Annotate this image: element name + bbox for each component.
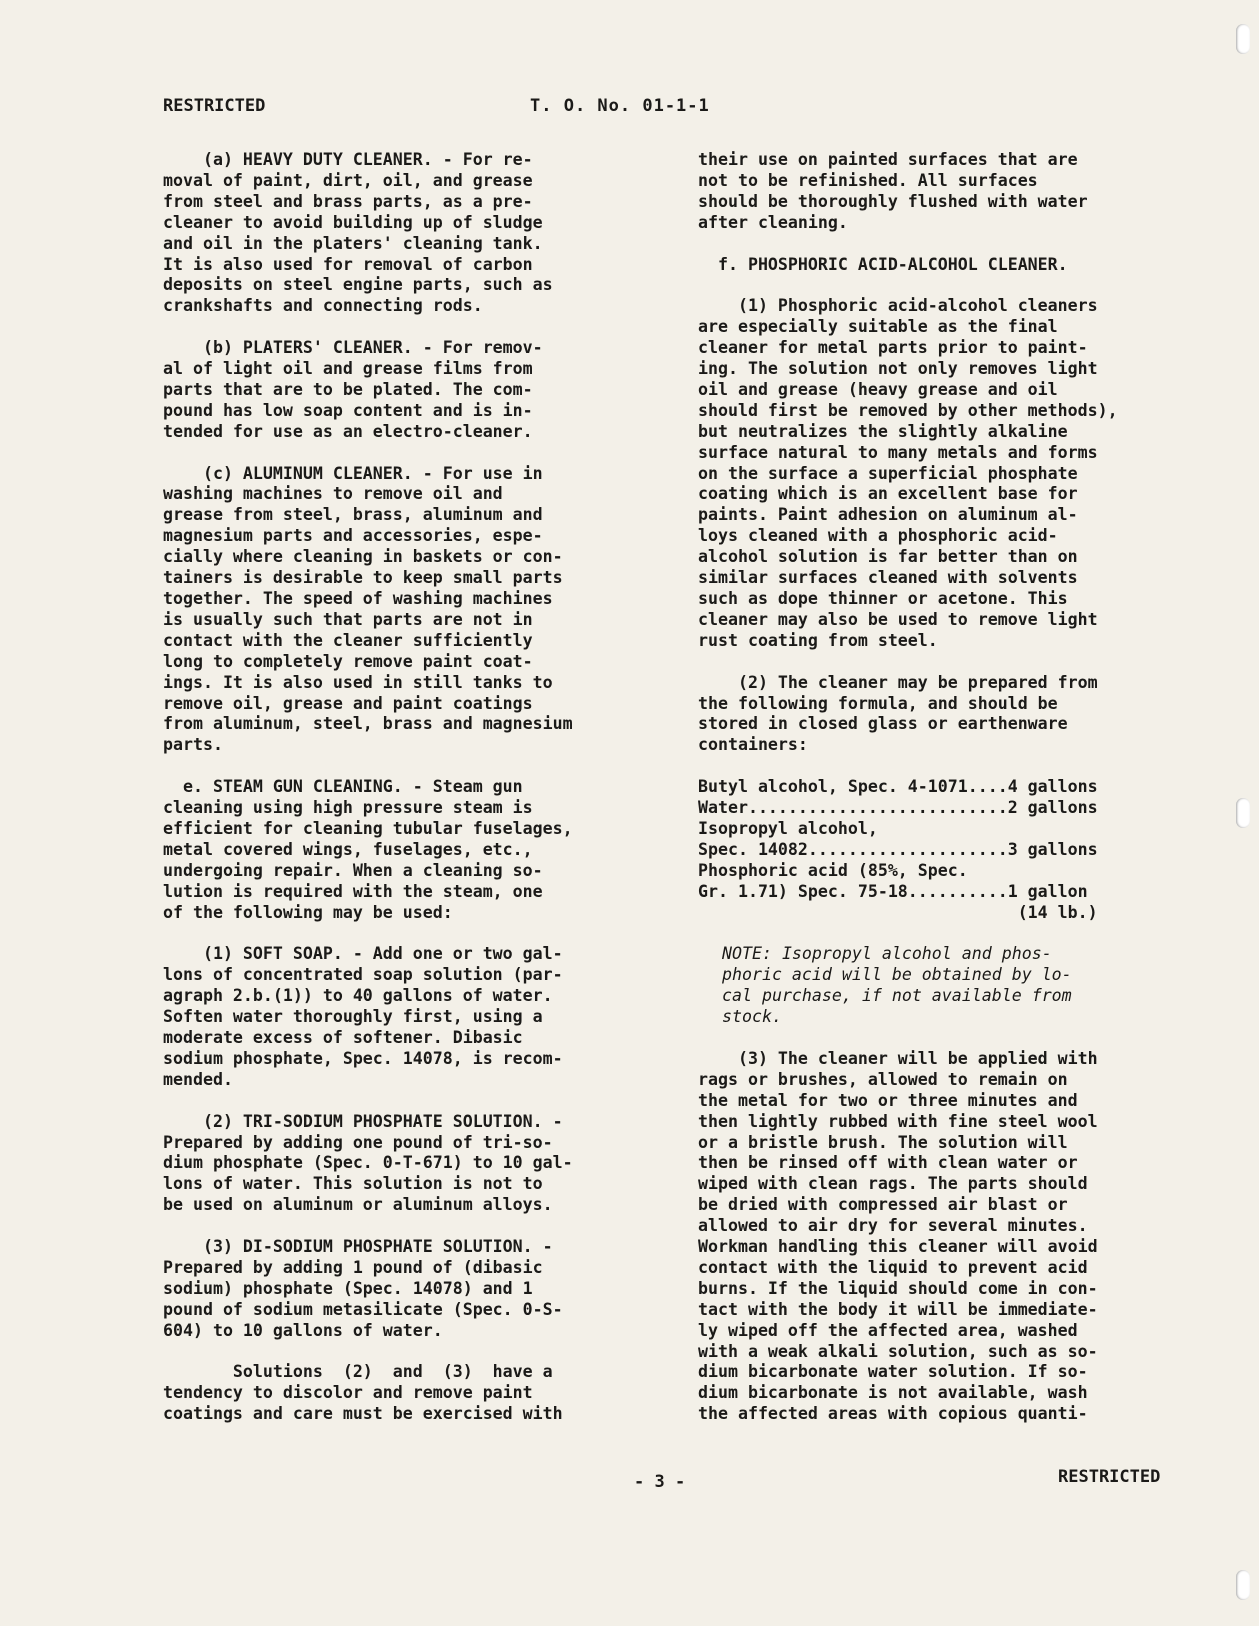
section-heading-phosphoric-acid-cleaner: f. PHOSPHORIC ACID-ALCOHOL CLEANER. xyxy=(698,254,1068,274)
paragraph-application: (3) The cleaner will be applied with rags or brushes, allowed to remain on the metal for two or three minutes and then lightly rubbed with fine steel wool or a bristle brush. The solution will then be rinsed off with clean water or wiped with clean rags. The parts should be dried with compressed air blast or allowed to air dry for several minutes. Workman handling this cleaner will avoid contact with the liquid to prevent acid burns. If the liquid should come in con- tact with the body it will be immediate- ly wiped off the affected area, washed with a weak alkali solution, such as so- dium bicarbonate water solution. If so- dium bicarbonate is not available, wash the affected areas with copious quanti- xyxy=(698,1048,1098,1424)
footer-classification: RESTRICTED xyxy=(1058,1467,1161,1487)
paragraph-formula-intro: (2) The cleaner may be prepared from the following formula, and should be stored in closed glass or earthenware containers: xyxy=(698,672,1098,755)
paragraph-di-sodium-phosphate: (3) DI-SODIUM PHOSPHATE SOLUTION. - Prepared by adding 1 pound of (dibasic sodium) phosphate (Spec. 14078) and 1 pound of sodium metasilicate (Spec. 0-S- 604) to 10 gallons of water. xyxy=(163,1237,563,1340)
paragraph-soft-soap: (1) SOFT SOAP. - Add one or two gal- lons of concentrated soap solution (par- agraph 2.b.(1)) to 40 gallons of water. Soften water thoroughly first, using a moderate excess of softener. Dibasic sodium phosphate, Spec. 14078, is recom- mended. xyxy=(163,944,563,1089)
left-column xyxy=(163,150,653,1446)
binder-hole xyxy=(1236,1570,1250,1600)
paragraph-phosphoric-cleaner-use: (1) Phosphoric acid-alcohol cleaners are especially suitable as the final cleaner for metal parts prior to paint- ing. The solution not only removes light oil and grease (heavy grease and oil should first be removed by other methods), but neutralizes the slightly alkaline surface natural to many metals and forms on the surface a superficial phosphate coating which is an excellent base for paints. Paint adhesion on aluminum al- loys cleaned with a phosphoric acid- alcohol solution is far better than on similar surfaces cleaned with solvents such as dope thinner or acetone. This cleaner may also be used to remove light rust coating from steel. xyxy=(698,296,1118,650)
header-document-number: T. O. No. 01-1-1 xyxy=(530,96,710,116)
paragraph-steam-gun-cleaning: e. STEAM GUN CLEANING. - Steam gun cleaning using high pressure steam is efficient for cleaning tubular fuselages, metal covered wings, fuselages, etc., undergoing repair. When a cleaning so- lution is required with the steam, one of the following may be used: xyxy=(163,777,573,922)
formula-table: Butyl alcohol, Spec. 4-1071....4 gallons Water..........................2 gallons Isopropyl alcohol, Spec. 14082....................3 gallons Phosphoric acid (85%, Spec. Gr. 1.71) Spec. 75-18..........1 gallon (14 lb.) xyxy=(698,777,1098,922)
paragraph-solutions-caution: Solutions (2) and (3) have a tendency to discolor and remove paint coatings and care must be exercised with xyxy=(163,1362,563,1424)
paragraph-heavy-duty-cleaner: (a) HEAVY DUTY CLEANER. - For re- moval of paint, dirt, oil, and grease from steel and brass parts, as a pre- cleaner to avoid building up of sludge and oil in the platers' cleaning tank. It is also used for removal of carbon deposits on steel engine parts, such as crankshafts and connecting rods. xyxy=(163,150,553,316)
paragraph-aluminum-cleaner: (c) ALUMINUM CLEANER. - For use in washing machines to remove oil and grease from steel, brass, aluminum and magnesium parts and accessories, espe- cially where cleaning in baskets or con- tainers is desirable to keep small parts together. The speed of washing machines is usually such that parts are not in contact with the cleaner sufficiently long to completely remove paint coat- ings. It is also used in still tanks to remove oil, grease and paint coatings from aluminum, steel, brass and magnesium parts. xyxy=(163,463,573,755)
note: NOTE: Isopropyl alcohol and phos- phoric acid will be obtained by lo- cal purchase, if not available from stock. xyxy=(722,944,1072,1027)
paragraph-continued: their use on painted surfaces that are not to be refinished. All surfaces should be thoroughly flushed with water after cleaning. xyxy=(698,150,1088,232)
paragraph-tri-sodium-phosphate: (2) TRI-SODIUM PHOSPHATE SOLUTION. - Prepared by adding one pound of tri-so- dium phosphate (Spec. 0-T-671) to 10 gal- lons of water. This solution is not to be used on aluminum or aluminum alloys. xyxy=(163,1111,573,1215)
right-column xyxy=(698,150,1188,1446)
paragraph-platers-cleaner: (b) PLATERS' CLEANER. - For remov- al of light oil and grease films from parts that are to be plated. The com- pound has low soap content and is in- tended for use as an electro-cleaner. xyxy=(163,338,543,441)
binder-hole xyxy=(1236,24,1250,54)
page-number: - 3 - xyxy=(634,1472,686,1492)
binder-hole xyxy=(1236,798,1250,828)
header-classification: RESTRICTED xyxy=(163,96,266,116)
